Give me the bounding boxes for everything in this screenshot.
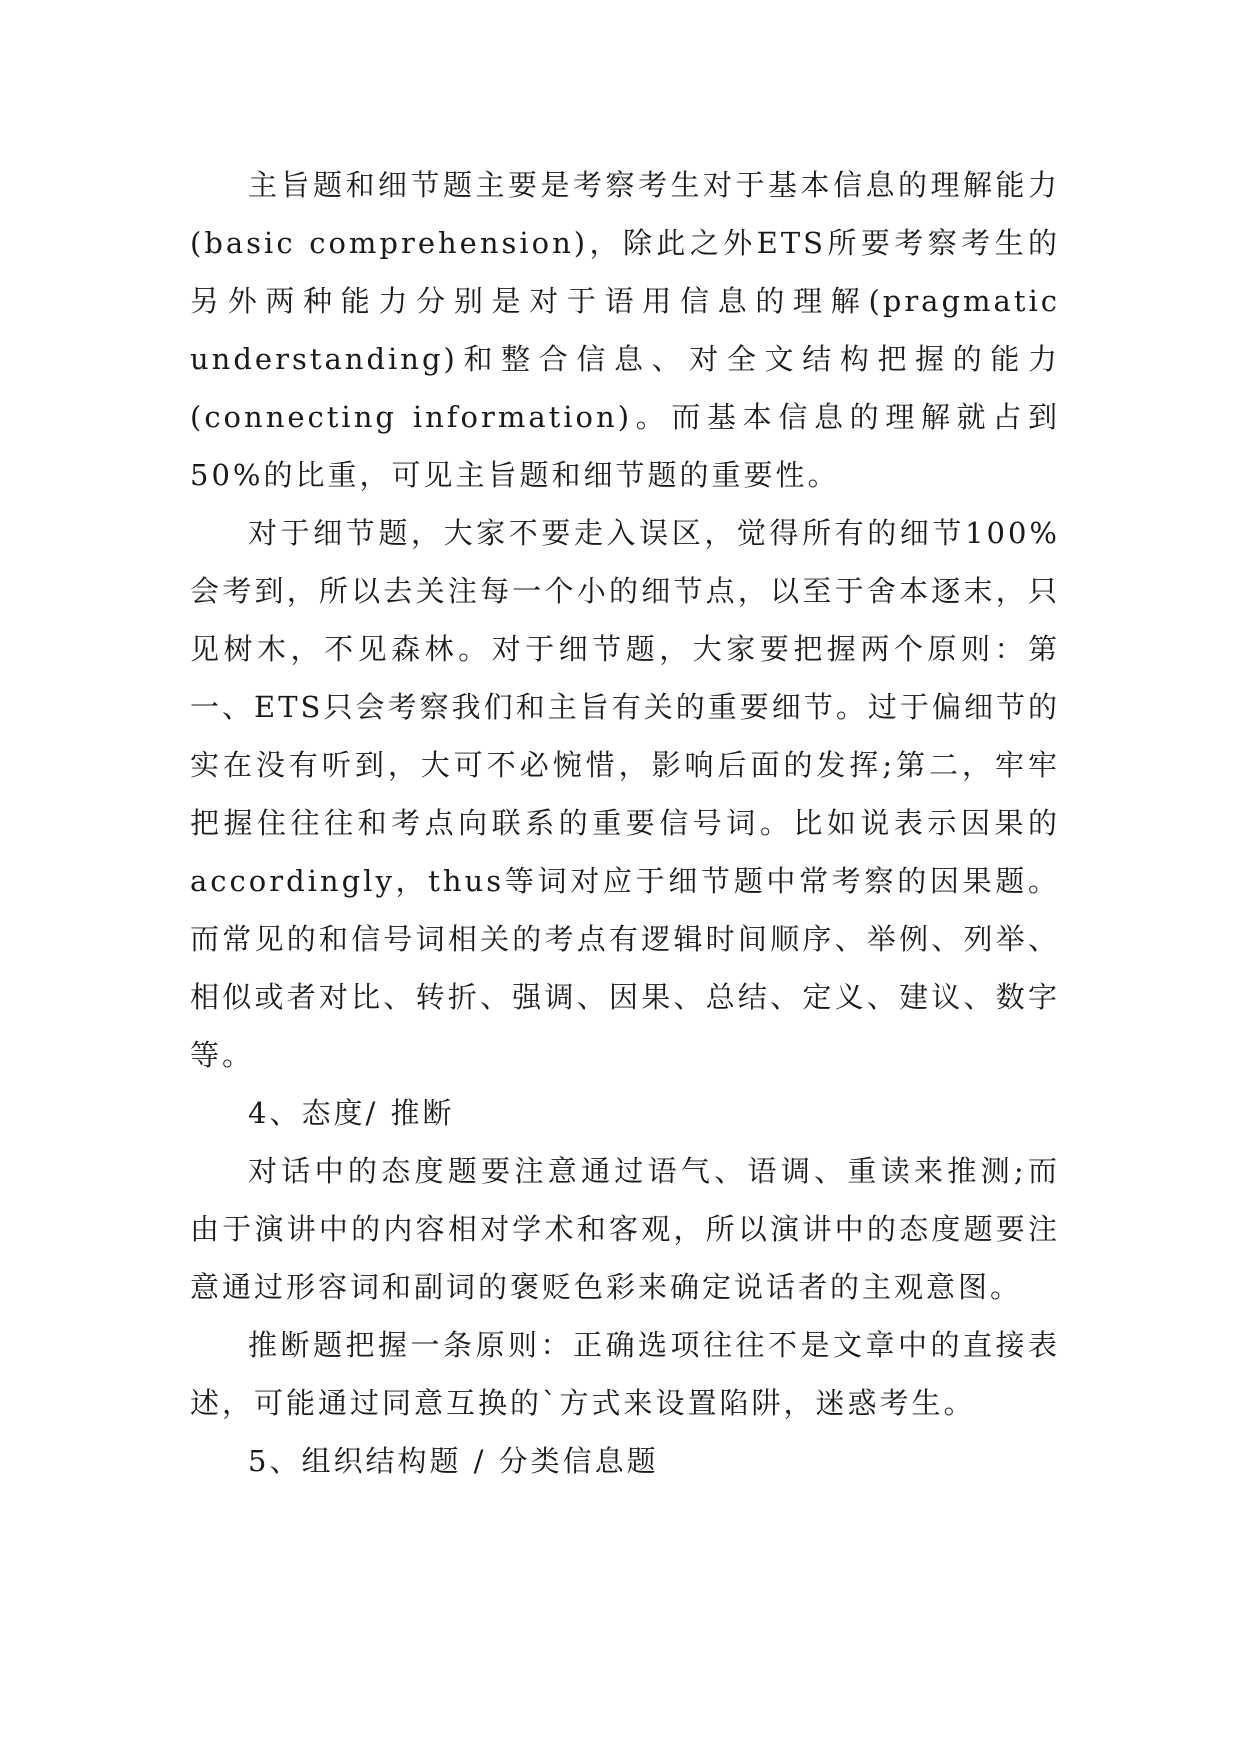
section-heading-organization: 5、组织结构题 / 分类信息题	[248, 1444, 659, 1478]
paragraph-main-idea-detail: 主旨题和细节题主要是考察考生对于基本信息的理解能力(basic comprehension)，除此之外ETS所要考察考生的另外两种能力分别是对于语用信息的理解(pragmatic understanding)和整合信息、对全文结构把握的能力(connecting information)。而基本信息的理解就占到50%的比重，可见主旨题和细节题的重要性。	[190, 168, 1060, 492]
document-body	[190, 156, 1060, 1490]
paragraph-attitude-questions: 对话中的态度题要注意通过语气、语调、重读来推测;而由于演讲中的内容相对学术和客观，所以演讲中的态度题要注意通过形容词和副词的褒贬色彩来确定说话者的主观意图。	[190, 1154, 1060, 1304]
paragraph-inference-questions: 推断题把握一条原则：正确选项往往不是文章中的直接表述，可能通过同意互换的`方式来设置陷阱，迷惑考生。	[190, 1328, 1060, 1420]
section-heading-attitude-inference: 4、态度/ 推断	[248, 1096, 455, 1130]
paragraph-detail-questions: 对于细节题，大家不要走入误区，觉得所有的细节100%会考到，所以去关注每一个小的细节点，以至于舍本逐末，只见树木，不见森林。对于细节题，大家要把握两个原则：第一、ETS只会考察我们和主旨有关的重要细节。过于偏细节的实在没有听到，大可不必惋惜，影响后面的发挥;第二，牢牢把握住往往和考点向联系的重要信号词。比如说表示因果的accordingly，thus等词对应于细节题中常考察的因果题。而常见的和信号词相关的考点有逻辑时间顺序、举例、列举、相似或者对比、转折、强调、因果、总结、定义、建议、数字等。	[190, 516, 1060, 1072]
